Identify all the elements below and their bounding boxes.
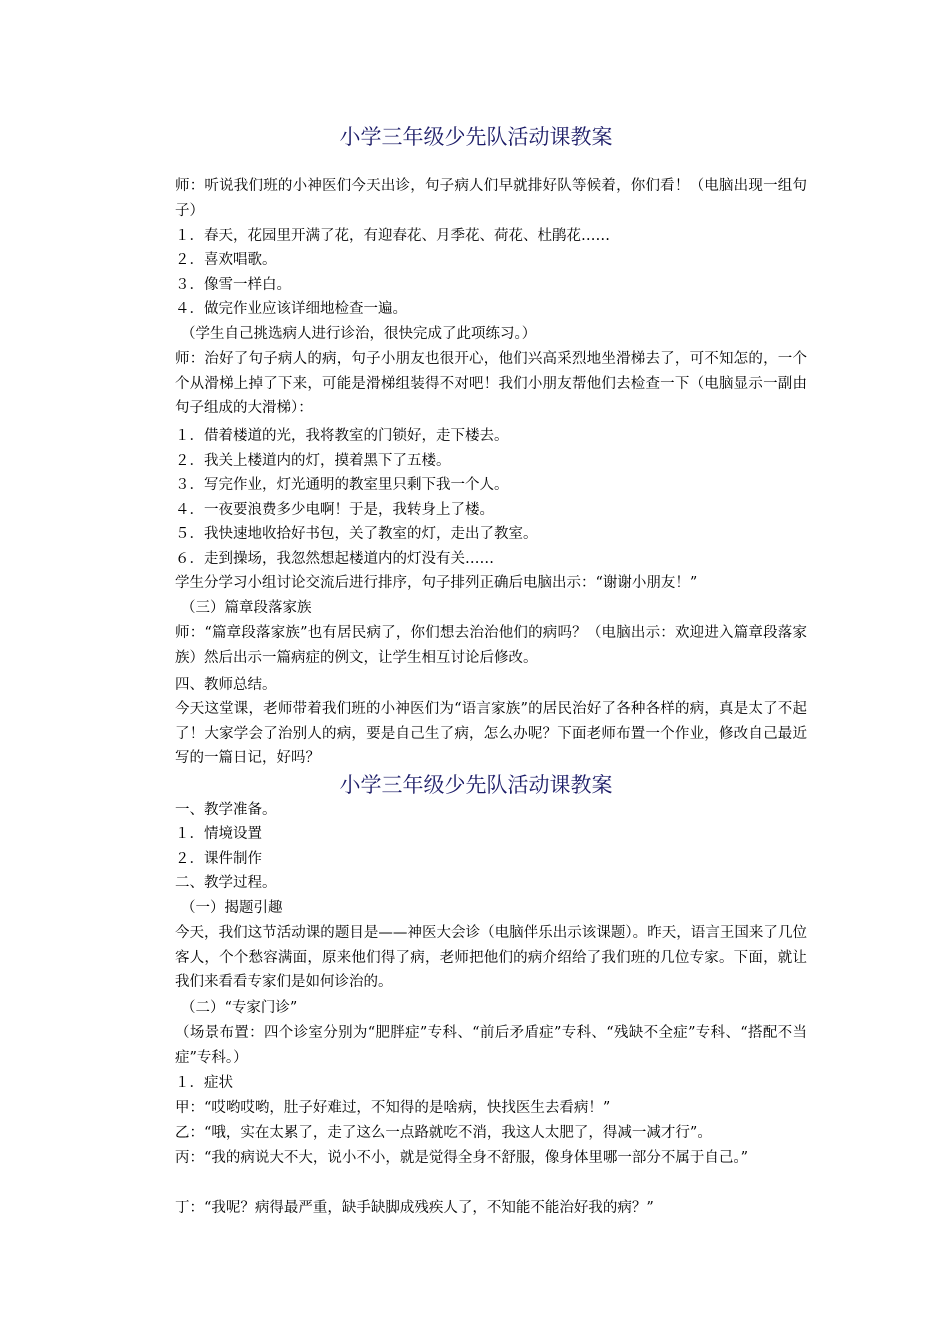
paragraph: （场景布置：四个诊室分别为“肥胖症”专科、“前后矛盾症”专科、“残缺不全症”专科、“搭配不当症”专科。） — [175, 1025, 807, 1066]
section-heading: 二、教学过程。 — [175, 875, 277, 891]
list-item: ２．课件制作 — [175, 851, 262, 867]
dialogue-line: 乙：“哦，实在太累了，走了这么一点路就吃不消，我这人太肥了，得减一减才行”。 — [175, 1125, 712, 1141]
paragraph: 师：治好了句子病人的病，句子小朋友也很开心，他们兴高采烈地坐滑梯去了，可不知怎的，一个个从滑梯上掉了下来，可能是滑梯组装得不对吧！我们小朋友帮他们去检查一下（电脑显示一副由句子组成的大滑梯）： — [175, 351, 807, 416]
dialogue-line: 甲：“哎哟哎哟，肚子好难过，不知得的是啥病，快找医生去看病！” — [175, 1100, 611, 1116]
list-item: ５．我快速地收拾好书包，关了教室的灯，走出了教室。 — [175, 526, 538, 542]
list-item: ４．一夜要浪费多少电啊！于是，我转身上了楼。 — [175, 502, 494, 518]
paragraph: 今天这堂课，老师带着我们班的小神医们为“语言家族”的居民治好了各种各样的病，真是太了不起了！大家学会了治别人的病，要是自己生了病，怎么办呢？下面老师布置一个作业，修改自己最近写的一篇日记，好吗？ — [175, 701, 807, 766]
list-item: ３．像雪一样白。 — [175, 277, 291, 293]
list-item: ２．喜欢唱歌。 — [175, 252, 277, 268]
dialogue-line: 丙：“我的病说大不大，说小不小，就是觉得全身不舒服，像身体里哪一部分不属于自己。” — [175, 1150, 749, 1166]
section-heading: 四、教师总结。 — [175, 677, 277, 693]
section-heading: （一）揭题引趣 — [181, 900, 283, 916]
paragraph: 师：“篇章段落家族”也有居民病了，你们想去治治他们的病吗？（电脑出示：欢迎进入篇章段落家族）然后出示一篇病症的例文，让学生相互讨论后修改。 — [175, 625, 807, 666]
paragraph: 今天，我们这节活动课的题目是——神医大会诊（电脑伴乐出示该课题）。昨天，语言王国来了几位客人，个个愁容满面，原来他们得了病，老师把他们的病介绍给了我们班的几位专家。下面，就让我们来看看专家们是如何诊治的。 — [175, 925, 807, 990]
list-item: ４．做完作业应该详细地检查一遍。 — [175, 301, 407, 317]
section-heading: （二）“专家门诊” — [181, 1000, 298, 1016]
document-title: 小学三年级少先队活动课教案 — [339, 773, 613, 797]
list-item: １．情境设置 — [175, 826, 262, 842]
list-item: １．症状 — [175, 1075, 233, 1091]
list-item: １．春天，花园里开满了花，有迎春花、月季花、荷花、杜鹃花…… — [175, 228, 610, 244]
section-heading: （三）篇章段落家族 — [181, 600, 312, 616]
list-item: １．借着楼道的光，我将教室的门锁好，走下楼去。 — [175, 428, 509, 444]
list-item: ３．写完作业，灯光通明的教室里只剩下我一个人。 — [175, 477, 509, 493]
section-heading: 一、教学准备。 — [175, 802, 277, 818]
dialogue-line: 丁：“我呢？病得最严重，缺手缺脚成残疾人了，不知能不能治好我的病？” — [175, 1200, 654, 1216]
list-item: ６．走到操场，我忽然想起楼道内的灯没有关…… — [175, 551, 494, 567]
document-title: 小学三年级少先队活动课教案 — [339, 125, 613, 149]
list-item: ２．我关上楼道内的灯，摸着黑下了五楼。 — [175, 453, 451, 469]
paragraph: （学生自己挑选病人进行诊治，很快完成了此项练习。） — [181, 326, 537, 342]
paragraph: 师：听说我们班的小神医们今天出诊，句子病人们早就排好队等候着，你们看！（电脑出现一组句子） — [175, 178, 807, 219]
paragraph: 学生分学习小组讨论交流后进行排序，句子排列正确后电脑出示：“谢谢小朋友！” — [175, 575, 698, 591]
